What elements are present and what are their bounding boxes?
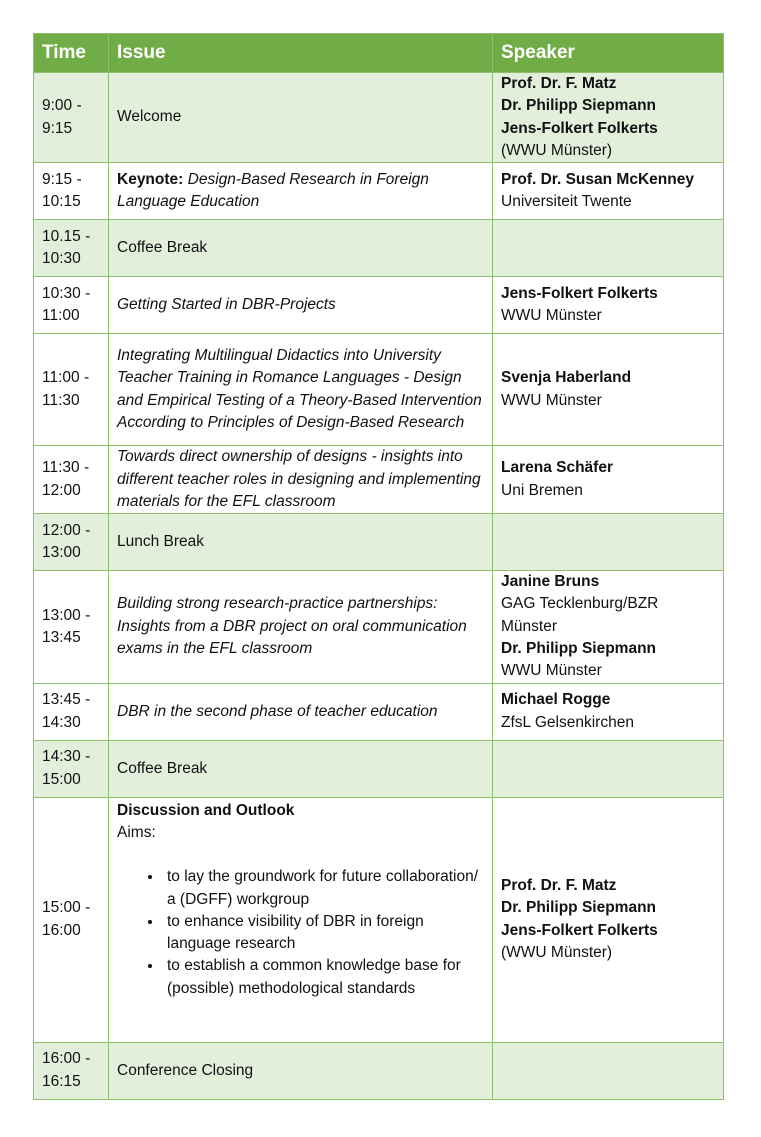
speaker-affiliation: Uni Bremen [501, 481, 583, 499]
time-end: 13:00 [42, 544, 81, 562]
header-issue: Issue [109, 34, 493, 73]
time-end: 12:00 [42, 481, 81, 499]
time-end: 16:00 [42, 921, 81, 939]
time-end: 15:00 [42, 770, 81, 788]
issue-cell: Coffee Break [109, 740, 493, 797]
speaker-name: Michael Rogge [501, 691, 611, 709]
speaker-cell [493, 446, 724, 514]
time-cell [34, 797, 109, 1042]
speaker-name: Larena Schäfer [501, 459, 613, 477]
time-start: 14:30 - [42, 748, 91, 766]
table-row [34, 73, 724, 163]
time-cell [34, 446, 109, 514]
aims-list [117, 866, 484, 1000]
speaker-affiliation: WWU Münster [501, 391, 602, 409]
discussion-title: Discussion and Outlook [117, 801, 295, 819]
speaker-cell [493, 740, 724, 797]
speaker-cell [493, 571, 724, 683]
table-row [34, 797, 724, 1042]
speaker-name: Dr. Philipp Siepmann [501, 640, 657, 658]
time-cell [34, 740, 109, 797]
speaker-cell [493, 683, 724, 740]
issue-cell [109, 163, 493, 220]
time-start: 10:30 - [42, 284, 91, 302]
issue-title: Design-Based Research in Foreign Language Education [117, 170, 429, 211]
time-end: 10:30 [42, 250, 81, 268]
time-end: 10:15 [42, 193, 81, 211]
speaker-cell [493, 797, 724, 1042]
speaker-cell [493, 1042, 724, 1099]
list-item: • to establish a common knowledge base for (possible) methodological standards [163, 955, 484, 1000]
speaker-cell [493, 73, 724, 163]
time-start: 9:15 - [42, 170, 82, 188]
time-cell [34, 1042, 109, 1099]
time-start: 16:00 - [42, 1050, 91, 1068]
time-cell [34, 514, 109, 571]
speaker-name: Jens-Folkert Folkerts [501, 921, 658, 939]
time-start: 11:00 - [42, 369, 90, 387]
time-start: 15:00 - [42, 899, 91, 917]
speaker-affiliation: (WWU Münster) [501, 141, 613, 159]
issue-cell: Getting Started in DBR-Projects [109, 277, 493, 334]
speaker-name: Prof. Dr. F. Matz [501, 75, 617, 92]
header-time: Time [34, 34, 109, 73]
speaker-cell [493, 220, 724, 277]
issue-cell: Lunch Break [109, 514, 493, 571]
time-start: 13:00 - [42, 606, 91, 624]
time-end: 16:15 [42, 1072, 81, 1090]
time-cell [34, 220, 109, 277]
list-item: • to lay the groundwork for future collaboration/ a (DGFF) workgroup [163, 866, 484, 911]
table-row [34, 446, 724, 514]
issue-cell: Coffee Break [109, 220, 493, 277]
issue-cell: Conference Closing [109, 1042, 493, 1099]
speaker-affiliation: WWU Münster [501, 307, 602, 325]
time-end: 9:15 [42, 119, 73, 137]
header-speaker: Speaker [493, 34, 724, 73]
time-start: 11:30 - [42, 459, 90, 477]
speaker-name: Svenja Haberland [501, 369, 632, 387]
time-cell [34, 683, 109, 740]
time-cell [34, 571, 109, 683]
speaker-affiliation: Münster [501, 617, 557, 635]
speaker-affiliation: ZfsL Gelsenkirchen [501, 713, 634, 731]
issue-cell: Welcome [109, 73, 493, 163]
table-row [34, 683, 724, 740]
speaker-affiliation: (WWU Münster) [501, 943, 613, 961]
table-row [34, 514, 724, 571]
speaker-affiliation: GAG Tecklenburg/BZR [501, 595, 659, 613]
speaker-name: Dr. Philipp Siepmann [501, 899, 657, 917]
header-row [34, 34, 724, 73]
time-end: 13:45 [42, 628, 81, 646]
time-end: 11:30 [42, 391, 80, 409]
speaker-name: Jens-Folkert Folkerts [501, 119, 658, 137]
time-start: 13:45 - [42, 691, 91, 709]
issue-cell [109, 797, 493, 1042]
table-row [34, 220, 724, 277]
table-row [34, 740, 724, 797]
time-end: 11:00 [42, 307, 80, 325]
issue-cell: Building strong research-practice partnerships: Insights from a DBR project on oral communication exams in the EFL classroom [109, 571, 493, 683]
table-row [34, 277, 724, 334]
time-cell [34, 334, 109, 446]
speaker-cell [493, 514, 724, 571]
issue-cell: Integrating Multilingual Didactics into University Teacher Training in Romance Languages - Design and Empirical Testing of a Theory-Based Intervention According to Principles of Design-Based Research [109, 334, 493, 446]
speaker-name: Janine Bruns [501, 573, 600, 591]
time-start: 12:00 - [42, 521, 91, 539]
speaker-affiliation: Universiteit Twente [501, 193, 632, 211]
schedule-table [33, 33, 724, 1100]
speaker-cell [493, 334, 724, 446]
time-start: 10.15 - [42, 227, 91, 245]
table-row [34, 334, 724, 446]
time-cell [34, 163, 109, 220]
keynote-label: Keynote: [117, 170, 184, 188]
speaker-name: Dr. Philipp Siepmann [501, 97, 657, 115]
time-cell [34, 277, 109, 334]
time-start: 9:00 - [42, 97, 82, 115]
speaker-name: Prof. Dr. F. Matz [501, 877, 617, 895]
table-row [34, 571, 724, 683]
aims-label: Aims: [117, 823, 156, 841]
speaker-name: Jens-Folkert Folkerts [501, 284, 658, 302]
table-row [34, 1042, 724, 1099]
time-end: 14:30 [42, 713, 81, 731]
speaker-cell [493, 163, 724, 220]
time-cell [34, 73, 109, 163]
speaker-cell [493, 277, 724, 334]
issue-cell: DBR in the second phase of teacher education [109, 683, 493, 740]
table-row [34, 163, 724, 220]
speaker-name: Prof. Dr. Susan McKenney [501, 170, 694, 188]
list-item: • to enhance visibility of DBR in foreign language research [163, 911, 484, 956]
issue-cell: Towards direct ownership of designs - insights into different teacher roles in designing and implementing materials for the EFL classroom [109, 446, 493, 514]
speaker-affiliation: WWU Münster [501, 662, 602, 680]
